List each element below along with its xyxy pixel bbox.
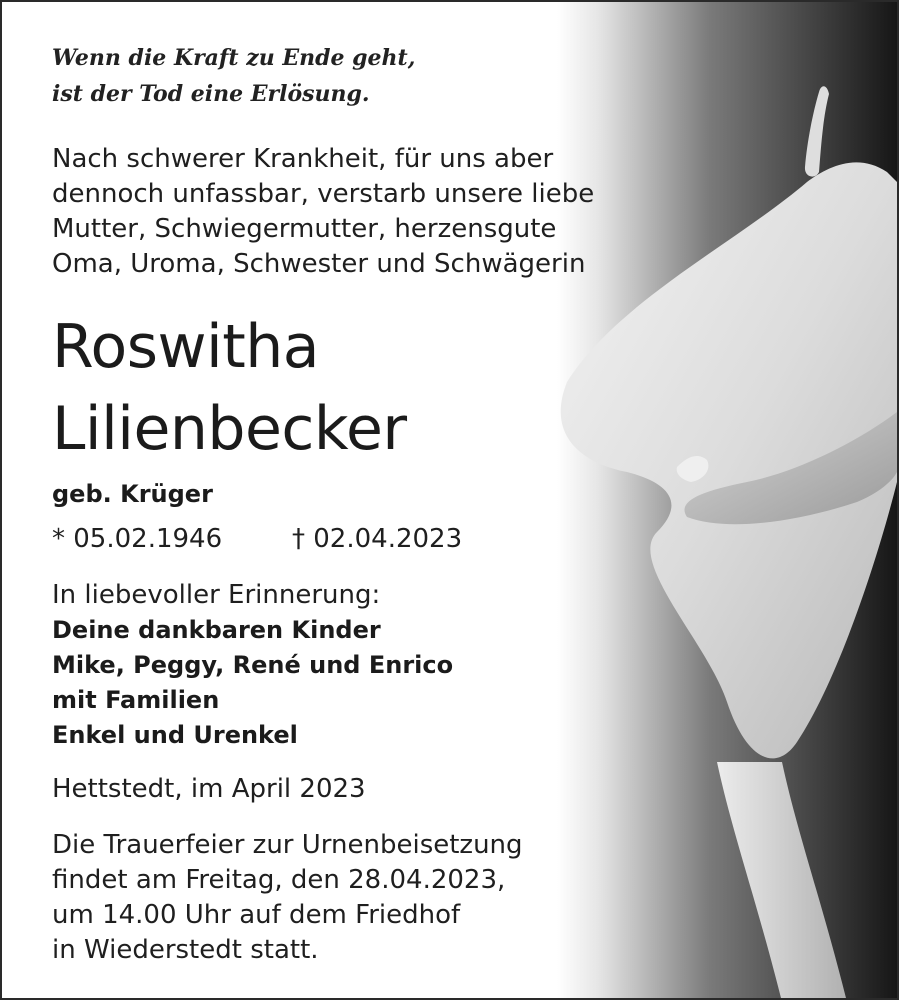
intro-line-3: Mutter, Schwiegermutter, herzensgute xyxy=(52,214,557,244)
mourners-heading: In liebevoller Erinnerung: xyxy=(52,580,381,610)
motto-line-1: Wenn die Kraft zu Ende geht, xyxy=(52,45,416,71)
funeral-line-4: in Wiederstedt statt. xyxy=(52,935,319,965)
mourners-line-2: Mike, Peggy, René und Enrico xyxy=(52,651,454,679)
intro-line-1: Nach schwerer Krankheit, für uns aber xyxy=(52,144,554,174)
funeral-line-1: Die Trauerfeier zur Urnenbeisetzung xyxy=(52,830,523,860)
last-name: Lilienbecker xyxy=(52,394,407,464)
place-date: Hettstedt, im April 2023 xyxy=(52,774,366,804)
intro-line-2: dennoch unfassbar, verstarb unsere liebe xyxy=(52,179,595,209)
birth-date: * 05.02.1946 xyxy=(52,524,223,554)
mourners-line-1: Deine dankbaren Kinder xyxy=(52,616,381,644)
first-name: Roswitha xyxy=(52,312,320,382)
mourners-line-3: mit Familien xyxy=(52,686,220,714)
obituary-text xyxy=(2,2,622,1000)
intro-line-4: Oma, Uroma, Schwester und Schwägerin xyxy=(52,249,586,279)
motto-line-2: ist der Tod eine Erlösung. xyxy=(52,81,370,107)
mourners-line-4: Enkel und Urenkel xyxy=(52,721,298,749)
birth-name: geb. Krüger xyxy=(52,480,213,508)
death-date: † 02.04.2023 xyxy=(292,524,463,554)
funeral-line-3: um 14.00 Uhr auf dem Friedhof xyxy=(52,900,461,930)
funeral-line-2: findet am Freitag, den 28.04.2023, xyxy=(52,865,506,895)
